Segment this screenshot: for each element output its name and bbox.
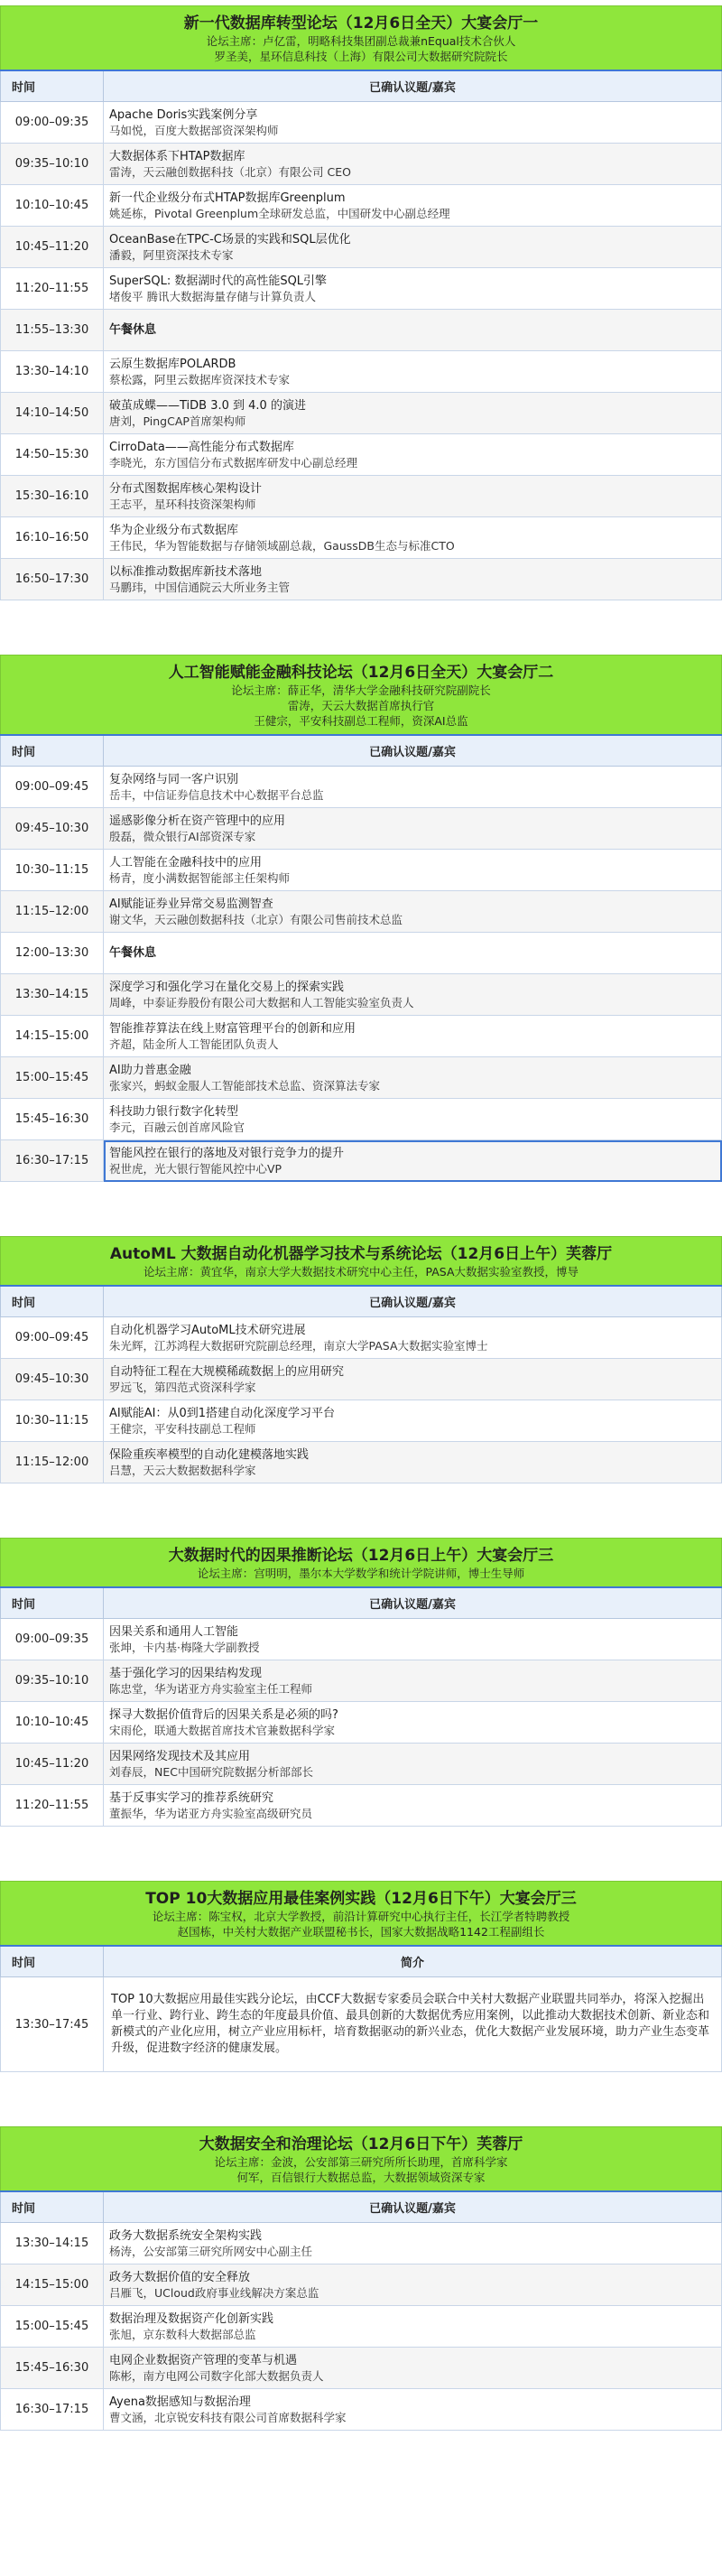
session-cell	[104, 1057, 722, 1099]
session-time: 15:45–16:30	[1, 1099, 104, 1140]
session-cell	[104, 850, 722, 891]
session-cell	[104, 393, 722, 434]
forum-title: 大数据时代的因果推断论坛（12月6日上午）大宴会厅三	[168, 1547, 554, 1565]
session-time: 10:45–11:20	[1, 1744, 104, 1785]
session-title: 科技助力银行数字化转型	[109, 1104, 239, 1119]
table-row	[1, 144, 722, 185]
session-speaker: 岳丰，中信证券信息技术中心数据平台总监	[109, 787, 324, 802]
session-time: 11:20–11:55	[1, 1785, 104, 1827]
session-time: 09:00–09:35	[1, 1619, 104, 1660]
session-cell	[104, 1660, 722, 1702]
session-time: 15:00–15:45	[1, 1057, 104, 1099]
session-cell	[104, 2389, 722, 2431]
session-time: 13:30–17:45	[1, 1977, 104, 2072]
session-time: 16:10–16:50	[1, 517, 104, 559]
column-header-session: 已确认议题/嘉宾	[104, 2191, 722, 2223]
forum-moderator: 赵国栋，中关村大数据产业联盟秘书长，国家大数据战略1142工程副组长	[177, 1925, 545, 1939]
session-cell	[104, 808, 722, 850]
schedule-table	[0, 1586, 722, 1827]
session-speaker: 王志平，星环科技资深架构师	[109, 497, 256, 511]
session-cell	[104, 1619, 722, 1660]
session-time: 16:30–17:15	[1, 1140, 104, 1182]
session-title: 自动特征工程在大规模稀疏数据上的应用研究	[109, 1364, 345, 1379]
forum-title: AutoML 大数据自动化机器学习技术与系统论坛（12月6日上午）芙蓉厅	[109, 1245, 613, 1263]
session-cell	[104, 1359, 722, 1400]
session-speaker: 蔡松露，阿里云数据库资深技术专家	[109, 372, 291, 386]
session-speaker: 吕慧，天云大数据数据科学家	[109, 1463, 256, 1477]
table-row	[1, 1702, 722, 1744]
session-title: 人工智能在金融科技中的应用	[109, 855, 263, 870]
session-cell	[104, 144, 722, 185]
session-speaker: 张旭，京东数科大数据部总监	[109, 2327, 256, 2341]
session-time: 11:20–11:55	[1, 268, 104, 310]
session-speaker: 马如悦，百度大数据部资深架构师	[109, 123, 279, 137]
session-title: 云原生数据库POLARDB	[109, 357, 236, 371]
session-cell	[104, 1140, 722, 1182]
session-title: 智能推荐算法在线上财富管理平台的创新和应用	[109, 1021, 356, 1036]
session-time: 14:10–14:50	[1, 393, 104, 434]
session-cell	[104, 310, 722, 351]
table-row	[1, 891, 722, 933]
forum-title: 大数据安全和治理论坛（12月6日下午）芙蓉厅	[199, 2135, 523, 2153]
table-row	[1, 974, 722, 1016]
session-speaker: 李元，百融云创首席风险官	[109, 1120, 245, 1134]
break-label: 午餐休息	[109, 946, 157, 960]
session-title: 复杂网络与同一客户识别	[109, 772, 239, 786]
column-header-time: 时间	[1, 1946, 104, 1977]
table-row	[1, 476, 722, 517]
table-row	[1, 2348, 722, 2389]
session-title: OceanBase在TPC-C场景的实践和SQL层优化	[109, 232, 351, 246]
session-cell	[104, 1785, 722, 1827]
session-time: 09:00–09:35	[1, 102, 104, 144]
forum-header	[0, 655, 722, 734]
session-speaker: 朱光辉，江苏鸿程大数据研究院副总经理，南京大学PASA大数据实验室博士	[109, 1338, 488, 1353]
table-row	[1, 434, 722, 476]
forum-section	[0, 2126, 722, 2431]
forum-moderator: 论坛主席：宫明明，墨尔本大学数学和统计学院讲师，博士生导师	[197, 1567, 525, 1580]
session-title: 探寻大数据价值背后的因果关系是必须的吗?	[109, 1707, 338, 1722]
forum-description: TOP 10大数据应用最佳实践分论坛，由CCF大数据专家委员会联合中关村大数据产业联盟共同举办，将深入挖掘出单一行业、跨行业、跨生态的年度最具价值、最具创新的大数据优秀应用案例，以此推动大数据技术创新、新业态和新模式的产业化应用，树立产业应用标杆，培育数据驱动的新兴业态，优化大数据产业发展环境，助力产业生态变革升级，促进数字经济的健康发展。	[104, 1977, 722, 2072]
table-header-row	[1, 1587, 722, 1619]
session-cell	[104, 1317, 722, 1359]
session-speaker: 张坤，卡内基·梅隆大学副教授	[109, 1640, 260, 1654]
session-cell	[104, 2223, 722, 2264]
table-row	[1, 1744, 722, 1785]
session-title: 因果关系和通用人工智能	[109, 1624, 239, 1639]
column-header-time: 时间	[1, 2191, 104, 2223]
session-cell	[104, 1400, 722, 1442]
session-time: 09:00–09:45	[1, 767, 104, 808]
table-row	[1, 808, 722, 850]
session-time: 16:50–17:30	[1, 559, 104, 600]
table-row	[1, 185, 722, 227]
table-row	[1, 1016, 722, 1057]
forum-section	[0, 1538, 722, 1827]
table-row	[1, 1099, 722, 1140]
forum-header	[0, 1236, 722, 1285]
session-speaker: 谢文华，天云融创数据科技（北京）有限公司售前技术总监	[109, 912, 403, 926]
session-title: Ayena数据感知与数据治理	[109, 2395, 251, 2409]
table-header-row	[1, 1946, 722, 1977]
table-row	[1, 767, 722, 808]
forum-section	[0, 1881, 722, 2072]
column-header-time: 时间	[1, 735, 104, 767]
session-speaker: 宋雨伦，联通大数据首席技术官兼数据科学家	[109, 1723, 336, 1737]
session-title: 华为企业级分布式数据库	[109, 523, 239, 537]
table-row	[1, 2264, 722, 2306]
schedule-table	[0, 1285, 722, 1483]
table-row	[1, 2223, 722, 2264]
session-title: 分布式图数据库核心架构设计	[109, 481, 263, 496]
session-time: 10:10–10:45	[1, 185, 104, 227]
session-speaker: 唐刘，PingCAP首席架构师	[109, 414, 246, 428]
table-row	[1, 1400, 722, 1442]
session-time: 13:30–14:15	[1, 974, 104, 1016]
session-cell	[104, 767, 722, 808]
session-cell	[104, 434, 722, 476]
session-title: 电网企业数据资产管理的变革与机遇	[109, 2353, 298, 2367]
table-row	[1, 1660, 722, 1702]
forum-section	[0, 5, 722, 600]
session-time: 15:30–16:10	[1, 476, 104, 517]
table-row	[1, 1977, 722, 2072]
session-cell	[104, 2348, 722, 2389]
session-cell	[104, 891, 722, 933]
session-title: 数据治理及数据资产化创新实践	[109, 2311, 274, 2326]
session-speaker: 潘毅，阿里资深技术专家	[109, 247, 234, 262]
column-header-session: 简介	[104, 1946, 722, 1977]
session-speaker: 周峰，中泰证券股份有限公司大数据和人工智能实验室负责人	[109, 995, 414, 1009]
column-header-session: 已确认议题/嘉宾	[104, 1587, 722, 1619]
session-cell	[104, 2264, 722, 2306]
table-row	[1, 102, 722, 144]
session-speaker: 吕雁飞，UCloud政府事业线解决方案总监	[109, 2285, 319, 2300]
forum-moderator: 论坛主席：金波，公安部第三研究所所长助理，首席科学家	[214, 2155, 508, 2169]
session-time: 13:30–14:10	[1, 351, 104, 393]
schedule-table	[0, 70, 722, 600]
session-cell	[104, 268, 722, 310]
table-row	[1, 393, 722, 434]
forum-moderator: 论坛主席：薛正华，清华大学金融科技研究院副院长	[231, 684, 491, 697]
forum-title: TOP 10大数据应用最佳案例实践（12月6日下午）大宴会厅三	[145, 1890, 577, 1908]
table-row	[1, 2389, 722, 2431]
table-row	[1, 850, 722, 891]
column-header-session: 已确认议题/嘉宾	[104, 735, 722, 767]
session-time: 14:15–15:00	[1, 1016, 104, 1057]
forum-header	[0, 2126, 722, 2190]
table-header-row	[1, 1286, 722, 1317]
session-cell	[104, 227, 722, 268]
break-label: 午餐休息	[109, 323, 157, 337]
session-title: AI助力普惠金融	[109, 1063, 191, 1077]
session-time: 12:00–13:30	[1, 933, 104, 974]
session-title: SuperSQL: 数据湖时代的高性能SQL引擎	[109, 274, 328, 288]
session-title: 基于强化学习的因果结构发现	[109, 1666, 263, 1680]
session-title: 深度学习和强化学习在量化交易上的探索实践	[109, 980, 345, 994]
forum-moderator: 论坛主席：黄宜华，南京大学大数据技术研究中心主任，PASA大数据实验室教授，博导	[143, 1265, 579, 1279]
session-time: 09:00–09:45	[1, 1317, 104, 1359]
table-header-row	[1, 2191, 722, 2223]
column-header-session: 已确认议题/嘉宾	[104, 1286, 722, 1317]
session-title: 因果网络发现技术及其应用	[109, 1749, 251, 1763]
session-cell	[104, 559, 722, 600]
forum-moderator: 雷涛，天云大数据首席执行官	[287, 699, 435, 712]
session-speaker: 马鹏玮，中国信通院云大所业务主管	[109, 580, 291, 594]
session-cell	[104, 2306, 722, 2348]
session-title: 遥感影像分析在资产管理中的应用	[109, 814, 286, 828]
table-row	[1, 1619, 722, 1660]
forum-moderator: 何军，百信银行大数据总监，大数据领域资深专家	[236, 2171, 486, 2184]
table-row	[1, 1359, 722, 1400]
session-time: 11:15–12:00	[1, 1442, 104, 1483]
table-row	[1, 268, 722, 310]
session-cell	[104, 517, 722, 559]
table-row	[1, 1317, 722, 1359]
session-time: 11:15–12:00	[1, 891, 104, 933]
forum-moderator: 罗圣美，星环信息科技（上海）有限公司大数据研究院院长	[214, 50, 508, 63]
session-title: AI赋能证券业异常交易监测智查	[109, 897, 273, 911]
session-cell	[104, 1442, 722, 1483]
session-title: 政务大数据系统安全架构实践	[109, 2228, 263, 2243]
column-header-session: 已确认议题/嘉宾	[104, 70, 722, 102]
session-cell	[104, 1702, 722, 1744]
session-time: 10:30–11:15	[1, 1400, 104, 1442]
forum-header	[0, 1538, 722, 1586]
session-speaker: 堵俊平 腾讯大数据海量存储与计算负责人	[109, 289, 316, 303]
session-time: 14:15–15:00	[1, 2264, 104, 2306]
session-time: 11:55–13:30	[1, 310, 104, 351]
table-row	[1, 351, 722, 393]
table-header-row	[1, 735, 722, 767]
column-header-time: 时间	[1, 1587, 104, 1619]
session-speaker: 姚延栋，Pivotal Greenplum全球研发总监，中国研发中心副总经理	[109, 206, 450, 220]
session-title: 基于反事实学习的推荐系统研究	[109, 1790, 274, 1805]
session-speaker: 王伟民，华为智能数据与存储领域副总裁，GaussDB生态与标准CTO	[109, 538, 455, 553]
session-title: 智能风控在银行的落地及对银行竞争力的提升	[109, 1146, 345, 1160]
session-time: 14:50–15:30	[1, 434, 104, 476]
session-title: Apache Doris实践案例分享	[109, 107, 258, 122]
table-row	[1, 1442, 722, 1483]
session-time: 10:10–10:45	[1, 1702, 104, 1744]
session-title: 破茧成蝶——TiDB 3.0 到 4.0 的演进	[109, 398, 306, 413]
schedule-table	[0, 1945, 722, 2072]
session-cell	[104, 1099, 722, 1140]
schedule-table	[0, 2190, 722, 2431]
session-speaker: 曹文涵，北京锐安科技有限公司首席数据科学家	[109, 2410, 347, 2424]
forum-section	[0, 655, 722, 1182]
session-title: 政务大数据价值的安全释放	[109, 2270, 251, 2284]
session-speaker: 祝世虎，光大银行智能风控中心VP	[109, 1161, 282, 1176]
forum-section	[0, 1236, 722, 1483]
session-speaker: 王健宗，平安科技副总工程师	[109, 1421, 256, 1436]
session-speaker: 罗远飞，第四范式资深科学家	[109, 1380, 256, 1394]
session-title: 以标准推动数据库新技术落地	[109, 564, 263, 579]
forum-header	[0, 1881, 722, 1945]
session-title: 新一代企业级分布式HTAP数据库Greenplum	[109, 191, 346, 205]
session-title: 大数据体系下HTAP数据库	[109, 149, 245, 163]
session-speaker: 张家兴，蚂蚁金服人工智能部技术总监、资深算法专家	[109, 1078, 381, 1093]
session-speaker: 李晓光，东方国信分布式数据库研发中心副总经理	[109, 455, 358, 470]
forum-moderator: 论坛主席：卢亿雷，明略科技集团副总裁兼nEqual技术合伙人	[206, 34, 516, 48]
session-speaker: 陈忠堂，华为诺亚方舟实验室主任工程师	[109, 1681, 313, 1696]
session-time: 15:00–15:45	[1, 2306, 104, 2348]
session-speaker: 齐超，陆金所人工智能团队负责人	[109, 1037, 279, 1051]
forum-title: 新一代数据库转型论坛（12月6日全天）大宴会厅一	[183, 14, 539, 33]
table-row	[1, 559, 722, 600]
session-time: 09:35–10:10	[1, 1660, 104, 1702]
table-row	[1, 517, 722, 559]
session-time: 09:45–10:30	[1, 808, 104, 850]
table-header-row	[1, 70, 722, 102]
session-cell	[104, 1016, 722, 1057]
session-speaker: 陈彬，南方电网公司数字化部大数据负责人	[109, 2368, 324, 2383]
session-time: 10:30–11:15	[1, 850, 104, 891]
schedule-table	[0, 734, 722, 1182]
session-speaker: 刘春辰，NEC中国研究院数据分析部部长	[109, 1764, 313, 1779]
session-title: 自动化机器学习AutoML技术研究进展	[109, 1323, 306, 1337]
table-row	[1, 2306, 722, 2348]
session-time: 09:45–10:30	[1, 1359, 104, 1400]
session-time: 10:45–11:20	[1, 227, 104, 268]
table-row	[1, 1785, 722, 1827]
session-cell	[104, 185, 722, 227]
session-time: 13:30–14:15	[1, 2223, 104, 2264]
session-speaker: 杨青，度小满数据智能部主任架构师	[109, 870, 291, 885]
session-speaker: 杨涛，公安部第三研究所网安中心副主任	[109, 2244, 313, 2258]
session-speaker: 董振华，华为诺亚方舟实验室高级研究员	[109, 1806, 313, 1820]
session-time: 09:35–10:10	[1, 144, 104, 185]
session-cell	[104, 933, 722, 974]
forum-moderator: 论坛主席：陈宝权，北京大学教授，前沿计算研究中心执行主任，长江学者特聘教授	[152, 1910, 570, 1923]
column-header-time: 时间	[1, 1286, 104, 1317]
forum-title: 人工智能赋能金融科技论坛（12月6日全天）大宴会厅二	[168, 664, 554, 682]
session-speaker: 殷磊，微众银行AI部资深专家	[109, 829, 256, 843]
session-title: AI赋能AI：从0到1搭建自动化深度学习平台	[109, 1406, 335, 1420]
forum-header	[0, 5, 722, 70]
table-row	[1, 1140, 722, 1182]
session-cell	[104, 476, 722, 517]
table-row	[1, 310, 722, 351]
session-title: 保险重疾率模型的自动化建模落地实践	[109, 1447, 310, 1462]
session-cell	[104, 102, 722, 144]
session-cell	[104, 351, 722, 393]
session-time: 16:30–17:15	[1, 2389, 104, 2431]
session-title: CirroData——高性能分布式数据库	[109, 440, 294, 454]
session-cell	[104, 1744, 722, 1785]
session-cell	[104, 974, 722, 1016]
table-row	[1, 933, 722, 974]
table-row	[1, 1057, 722, 1099]
table-row	[1, 227, 722, 268]
forum-moderator: 王健宗，平安科技副总工程师，资深AI总监	[254, 714, 468, 728]
column-header-time: 时间	[1, 70, 104, 102]
session-time: 15:45–16:30	[1, 2348, 104, 2389]
session-speaker: 雷涛，天云融创数据科技（北京）有限公司 CEO	[109, 164, 351, 179]
